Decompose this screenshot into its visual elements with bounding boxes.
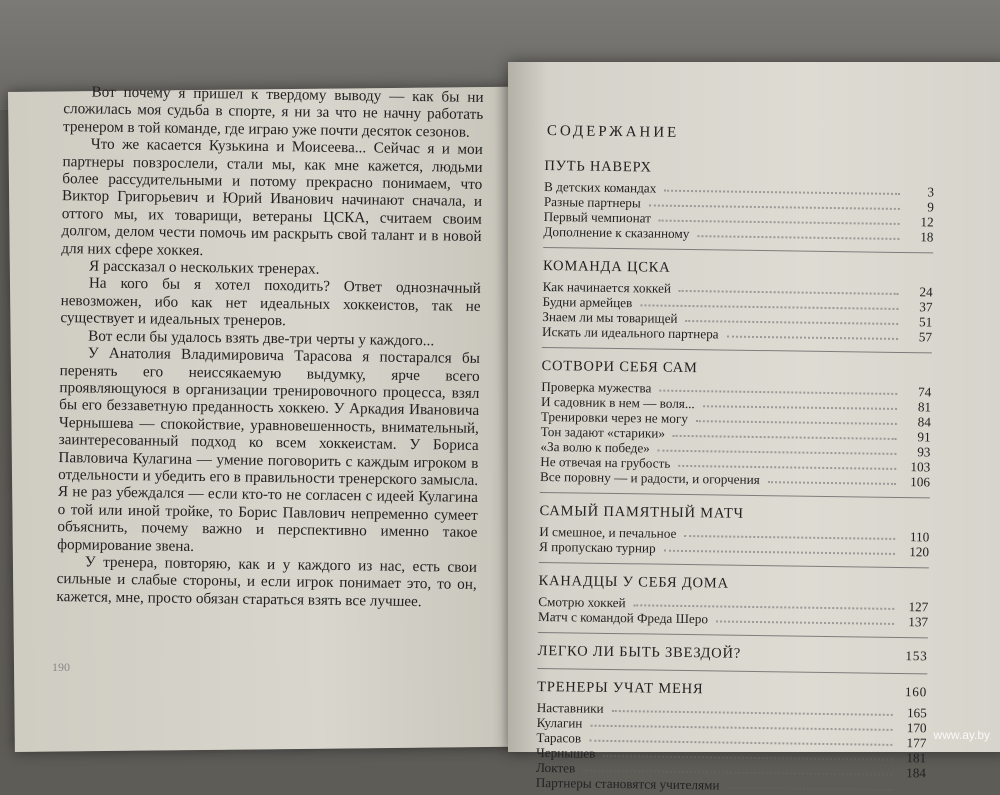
toc-entry-label: Локтев [535,759,576,776]
toc-entry-page: 103 [910,459,931,475]
section-divider [543,247,933,253]
toc-leader-dots [664,181,900,195]
toc-entry-page: 3 [927,184,935,200]
toc-leader-dots [696,411,897,425]
paragraph: Вот почему я пришел к твердому выводу — как бы ни сложилась моя судьба в спорте, я ни за что не начну работать тренером в той команде, где играю уже почти десяток сезонов. [62,83,484,141]
toc-leader-dots [684,526,895,540]
left-page-text [56,83,483,611]
toc-entry-page: 9 [927,199,934,215]
toc-entry-page: 165 [906,705,927,721]
toc-leader-dots [659,381,897,395]
toc-entry-page: 81 [917,399,932,415]
toc-entry-label: Дополнение к сказанному [543,223,690,242]
toc-title: СОДЕРЖАНИЕ [546,123,680,141]
toc-leader-dots [612,701,893,716]
toc-entry-label: Искать ли идеального партнера [541,323,719,342]
paragraph: Я рассказал о нескольких тренерах. [88,257,320,278]
toc-entry-label: Знаем ли мы товарищей [542,308,678,326]
toc-leader-dots [727,327,899,340]
toc-entry-label: Смотрю хоккей [538,593,626,611]
toc-section-title: ТРЕНЕРЫ УЧАТ МЕНЯ [537,678,704,698]
toc-entry-label: Кулагин [536,714,583,731]
toc-section-heading [539,503,929,525]
toc-entry-label: Тон задают «старики» [540,423,666,441]
toc-section-title: СОТВОРИ СЕБЯ САМ [541,357,698,377]
paragraph: На кого бы я хотел походить? Ответ однозначный невозможен, ибо как нет идеальных хоккеистов, так не существует и идеальных тренеров. [60,274,481,330]
toc-entry-label: Тарасов [536,729,582,746]
toc-section-page: 160 [904,684,928,700]
toc-entry-label: И садовник в нем — воля... [541,393,695,412]
toc-section-heading [538,573,928,595]
toc-leader-dots [678,456,896,470]
toc-section-heading [544,158,934,180]
toc-entry-page: 170 [906,720,927,736]
toc-entry-label: Наставники [536,699,604,716]
toc-section-heading [541,358,931,380]
toc-entry-label: Матч с командой Фреда Шеро [538,608,709,627]
toc-entry-label: Как начинается хоккей [542,278,672,296]
toc-section-heading [543,258,933,280]
toc-section-title: ПУТЬ НАВЕРХ [544,157,652,176]
toc-entry-page [896,780,926,795]
toc-entry-page: 137 [908,614,929,630]
toc-leader-dots [679,281,899,295]
toc-entry-page: 106 [910,474,931,490]
toc-section-page: 153 [905,648,928,664]
toc-entry-label: Первый чемпионат [543,208,652,226]
toc-entry-label: «За волю к победе» [540,438,650,456]
toc-entry-page: 181 [906,750,927,766]
section-divider [539,562,929,568]
toc-leader-dots [659,211,900,225]
toc-entry-label: Чернышев [536,744,596,761]
toc-leader-dots [703,396,897,410]
section-divider [537,668,927,674]
toc-entry-label: Разные партнеры [543,193,641,211]
toc-leader-dots [686,311,899,325]
toc-leader-dots [727,778,891,791]
toc-entry-page: 177 [906,735,927,751]
toc-section-title: КОМАНДА ЦСКА [542,257,671,276]
toc-section-title: КАНАДЦЫ У СЕБЯ ДОМА [538,572,729,592]
toc-entry-label: Тренировки через не могу [540,408,689,427]
toc-entry-page: 51 [918,314,933,330]
toc-entry-label: В детских командах [544,178,657,196]
page-number: 190 [52,660,70,674]
paragraph: Вот если бы удалось взять две-три черты у каждого... [88,327,435,349]
toc-entry-page: 91 [917,429,931,445]
section-divider [542,347,932,353]
toc-entry-page: 84 [917,414,931,430]
toc-entry-page: 93 [917,444,931,460]
toc-leader-dots [649,195,900,210]
toc-entry-page: 127 [908,599,929,615]
toc-entry-label: Партнеры становятся учителями [535,774,720,793]
section-divider [538,632,928,638]
toc-entry-label: Не отвечая на грубость [540,453,671,471]
toc-entry-label: Все поровну — и радости, и огорчения [539,468,760,488]
toc-section-heading [538,643,928,665]
toc-leader-dots [640,295,898,310]
table-of-contents [536,123,935,795]
toc-section-title: САМЫЙ ПАМЯТНЫЙ МАТЧ [539,502,744,522]
toc-entry-page: 110 [909,529,930,545]
toc-entry-page: 57 [918,329,933,345]
toc-section-heading [537,679,927,701]
toc-entry-page: 37 [919,299,933,315]
toc-entry-label: Я пропускаю турнир [538,538,656,556]
toc-leader-dots [634,595,895,610]
toc-leader-dots [658,441,897,455]
toc-entry-label: Проверка мужества [541,378,652,396]
toc-leader-dots [768,472,896,485]
toc-entry-page: 120 [909,544,930,560]
toc-section-title: ЛЕГКО ЛИ БЫТЬ ЗВЕЗДОЙ? [537,642,742,662]
paragraph: У тренера, повторяю, как и у каждого из нас, есть свои сильные и слабые стороны, и если игрок понимает это, то он, кажется, мне, просто обязан стараться взять все лучшее. [56,553,478,610]
paragraph: У Анатолия Владимировича Тарасова я постарался бы перенять его неиссякаемую выдумку, ярче всего проявляющуюся в организации тренировочного процесса, взял бы его беззаветную преданность хоккею. У Аркадия Ивановича Чернышева — спокойствие, уравновешенность, внимательный, заинтересованный подход ко всем хоккеистам. У Бориса Павловича Кулагина — умение поговорить с каждым игроком в отдельности и убедить его в правильности тренерского замысла. Я не раз убеждался — если кто-то не согласен с идеей Кулагина о той или иной тройке, то Борис Павлович непременно сумеет объяснить, почему важно и перспективно именно такое формирование звена. [57,344,480,555]
toc-entry-page: 12 [920,214,934,230]
toc-body [536,158,935,795]
paragraph: Что же касается Кузькина и Моисеева... Сейчас я и мои партнеры повзрослели, стали мы, как мне кажется, людьми более рассудительными и потому прекрасно понимаем, что Виктор Григорьевич и Юрий Иванович начинают сначала, и оттого мы, их товарищи, ветераны ЦСКА, считаем своим долгом, делом чести помочь им раскрыть свой талант и в новой для них сфере хоккея. [61,135,483,259]
toc-leader-dots [716,611,894,624]
toc-entry-page: 74 [917,384,932,400]
toc-entry-label: Будни армейцев [542,293,633,311]
toc-leader-dots [697,226,899,240]
toc-entry-page: 24 [919,284,933,300]
toc-leader-dots [673,426,897,440]
toc-entry-page: 184 [906,765,927,781]
section-divider [540,492,930,498]
toc-leader-dots [664,541,896,555]
toc-entry-page: 18 [920,229,934,245]
watermark: www.ay.by [933,728,990,742]
toc-entry-label: И смешное, и печальное [539,523,677,541]
